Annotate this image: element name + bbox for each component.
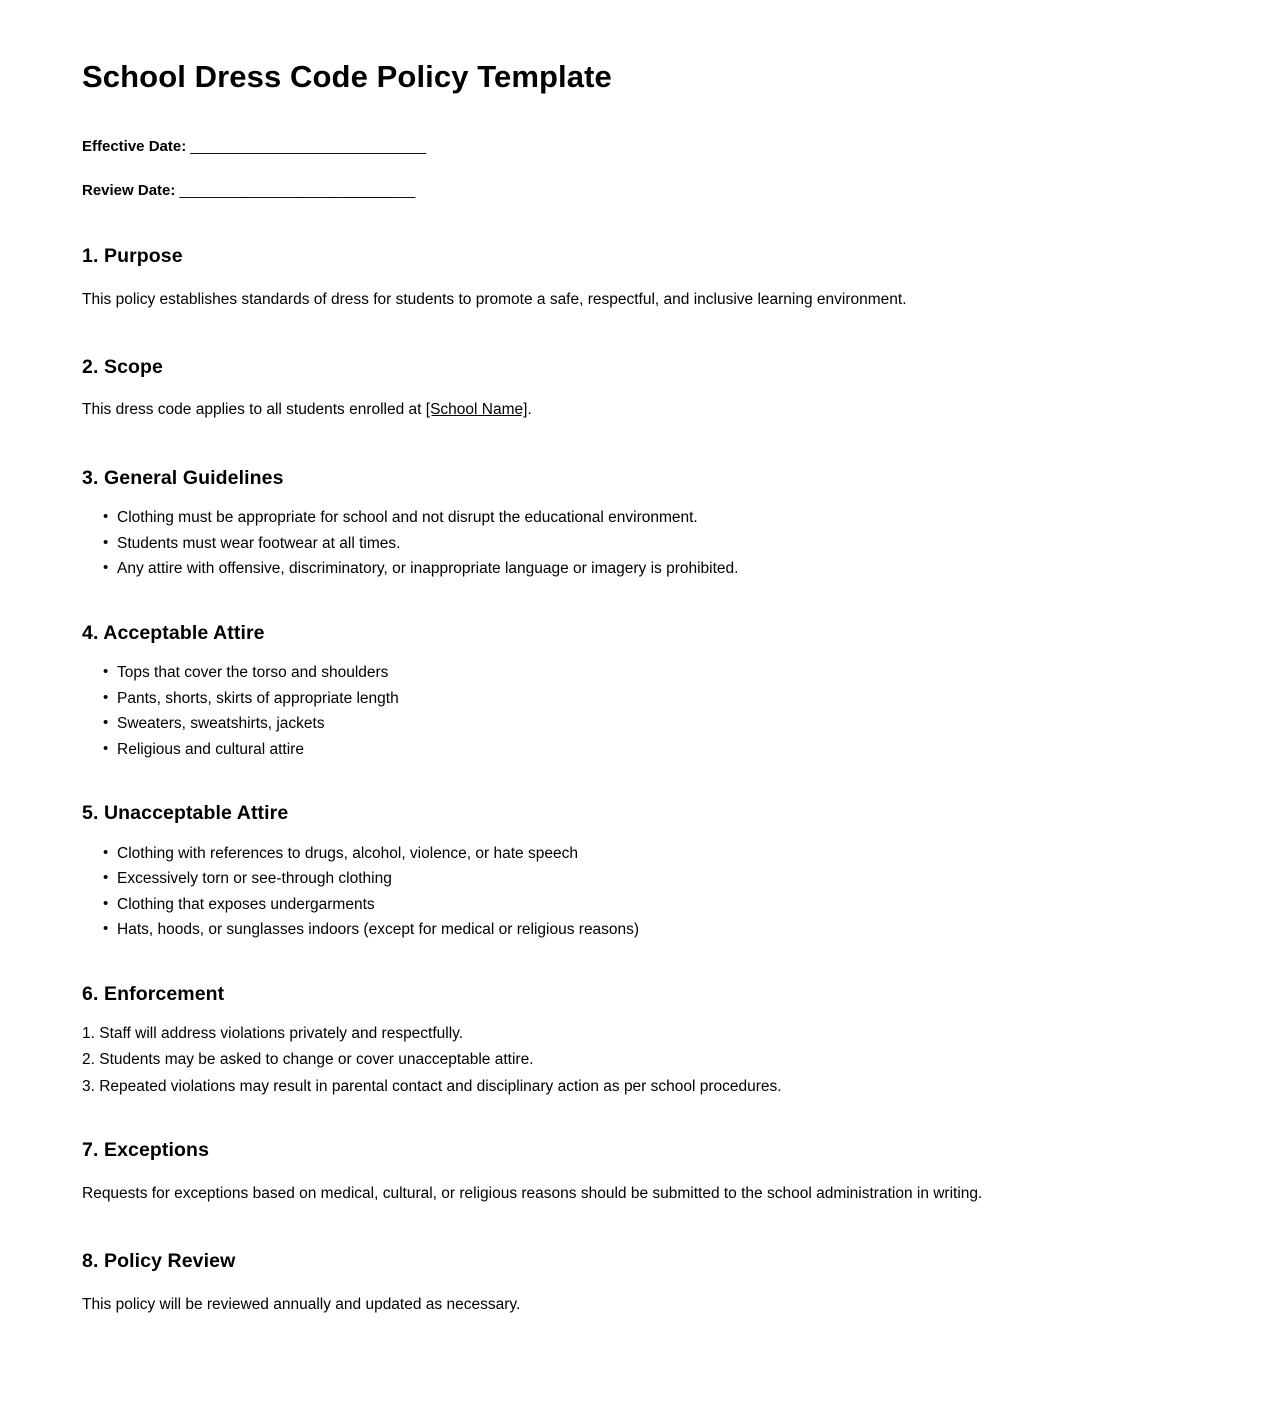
section-scope (82, 355, 1183, 422)
list-item: • Clothing that exposes undergarments (103, 897, 1183, 913)
enforcement-list (82, 1026, 1183, 1095)
list-item: • Any attire with offensive, discriminatory, or inappropriate language or imagery is prohibited. (103, 561, 1183, 577)
list-item: 3. Repeated violations may result in parental contact and disciplinary action as per school procedures. (82, 1077, 782, 1095)
section-heading-enforcement: 6. Enforcement (82, 982, 225, 1005)
section-heading-exceptions: 7. Exceptions (82, 1139, 210, 1162)
section-heading-policy-review: 8. Policy Review (82, 1250, 236, 1273)
section-heading-acceptable-attire: 4. Acceptable Attire (82, 621, 265, 644)
list-item: 1. Staff will address violations privately and respectfully. (82, 1024, 464, 1042)
general-guidelines-list (82, 510, 1183, 577)
list-item: • Hats, hoods, or sunglasses indoors (except for medical or religious reasons) (103, 922, 1183, 938)
list-item: • Pants, shorts, skirts of appropriate length (103, 691, 1183, 707)
list-item: 2. Students may be asked to change or cover unacceptable attire. (82, 1051, 534, 1069)
section-heading-unacceptable-attire: 5. Unacceptable Attire (82, 802, 289, 825)
list-item: • Clothing with references to drugs, alcohol, violence, or hate speech (103, 846, 1183, 862)
effective-date-label: Effective Date: (82, 138, 187, 156)
section-body-purpose: This policy establishes standards of dress for students to promote a safe, respectful, and inclusive learning environment. (82, 290, 907, 308)
unacceptable-attire-list (82, 846, 1183, 938)
review-date-blank[interactable]: ______________________________ (179, 181, 415, 199)
page-title: School Dress Code Policy Template (82, 59, 612, 94)
review-date-field (82, 181, 1183, 201)
list-item: • Religious and cultural attire (103, 742, 1183, 758)
section-purpose (82, 244, 1183, 311)
section-exceptions (82, 1138, 1183, 1205)
section-body-scope (82, 399, 1183, 421)
list-item: • Sweaters, sweatshirts, jackets (103, 716, 1183, 732)
section-heading-purpose: 1. Purpose (82, 245, 183, 268)
section-unacceptable-attire (82, 801, 1183, 937)
effective-date-field (82, 137, 1183, 157)
section-acceptable-attire (82, 621, 1183, 757)
section-general-guidelines (82, 466, 1183, 577)
effective-date-blank[interactable]: ______________________________ (190, 138, 426, 156)
section-heading-scope: 2. Scope (82, 356, 163, 379)
acceptable-attire-list (82, 665, 1183, 757)
school-name-placeholder[interactable]: [School Name] (425, 401, 528, 419)
list-item: • Clothing must be appropriate for school and not disrupt the educational environment. (103, 510, 1183, 526)
scope-text-after: . (527, 401, 532, 419)
list-item: • Excessively torn or see-through clothing (103, 871, 1183, 887)
section-body-policy-review: This policy will be reviewed annually and updated as necessary. (82, 1295, 521, 1313)
list-item: • Tops that cover the torso and shoulders (103, 665, 1183, 681)
section-enforcement (82, 982, 1183, 1095)
section-heading-general-guidelines: 3. General Guidelines (82, 466, 284, 489)
scope-text-before: This dress code applies to all students enrolled at (82, 401, 426, 419)
list-item: • Students must wear footwear at all times. (103, 536, 1183, 552)
metadata-fields (82, 137, 1183, 200)
review-date-label: Review Date: (82, 181, 176, 199)
section-body-exceptions: Requests for exceptions based on medical, cultural, or religious reasons should be submitted to the school administration in writing. (82, 1184, 983, 1202)
section-policy-review (82, 1249, 1183, 1316)
